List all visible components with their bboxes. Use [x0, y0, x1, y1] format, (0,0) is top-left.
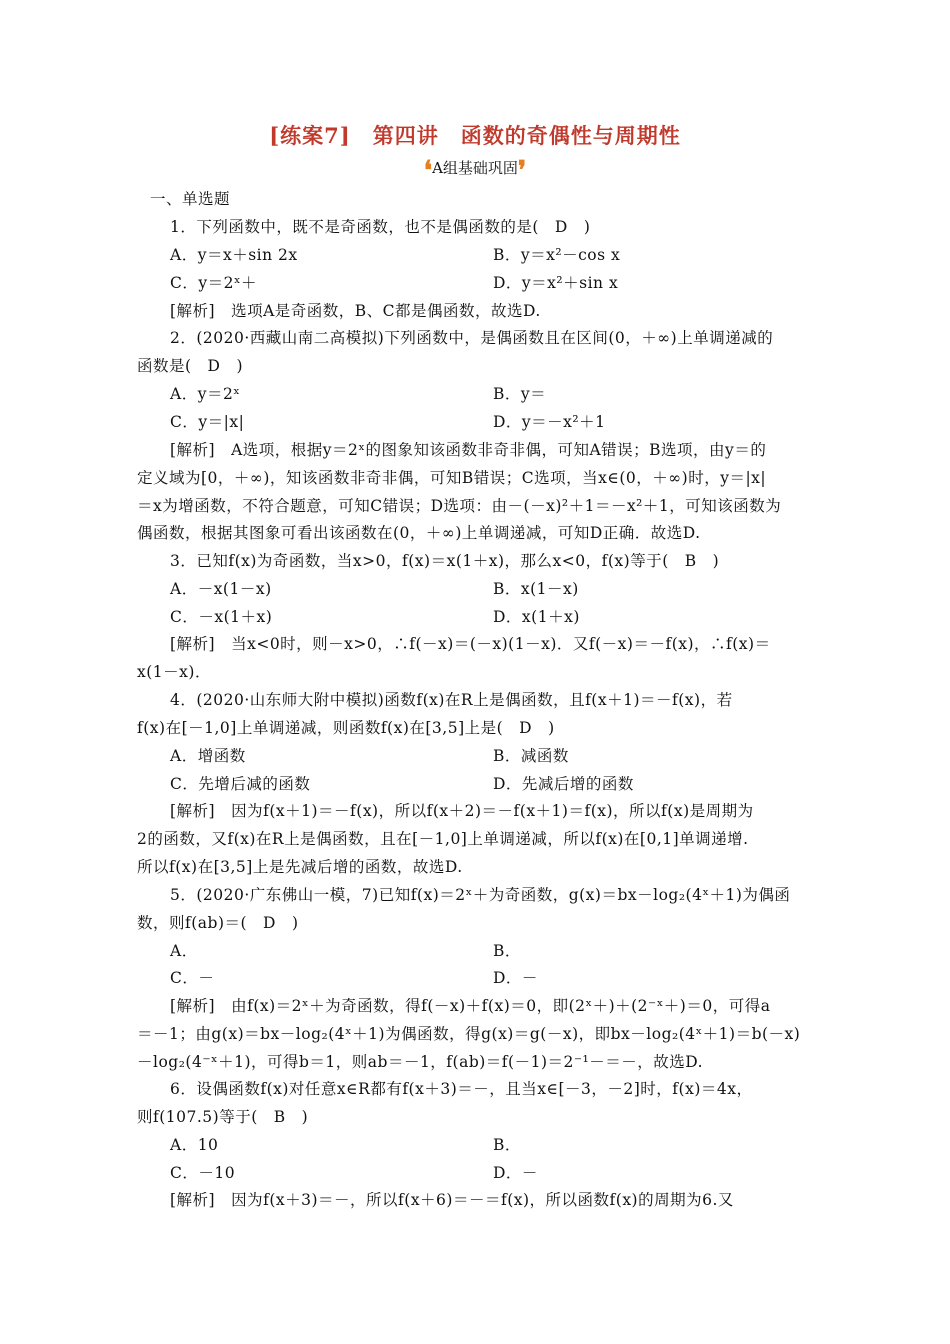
- page-title: [练案7] 第四讲 函数的奇偶性与周期性: [269, 123, 681, 148]
- analysis-cont: x(1－x)．: [137, 663, 211, 681]
- analysis: [解析] 因为f(x＋1)＝－f(x)，所以f(x＋2)＝－f(x＋1)＝f(x)，所以f(x)是周期为: [170, 802, 754, 820]
- option-d: D．－: [493, 969, 538, 987]
- question-4-cont: f(x)在[－1,0]上单调递减，则函数f(x)在[3,5]上是( D ): [137, 719, 555, 737]
- option-c: C．y＝|x|: [170, 413, 245, 431]
- option-c: C．－x(1＋x): [170, 608, 273, 626]
- analysis: [解析] 选项A是奇函数，B、C都是偶函数，故选D.: [170, 302, 541, 320]
- analysis-cont: 2的函数，又f(x)在R上是偶函数，且在[－1,0]上单调递减，所以f(x)在[0,1]单调递增.: [137, 830, 749, 848]
- question-5: 5．(2020·广东佛山一模，7)已知f(x)＝2ˣ＋为奇函数，g(x)＝bx－log₂(4ˣ＋1)为偶函: [170, 886, 791, 904]
- question-5-cont: 数，则f(ab)＝( D ): [137, 914, 299, 932]
- option-b: B．: [493, 942, 521, 960]
- analysis-cont: 所以f(x)在[3,5]上是先减后增的函数，故选D.: [137, 858, 463, 876]
- analysis-cont: ＝－1；由g(x)＝bx－log₂(4ˣ＋1)为偶函数，得g(x)＝g(－x)，即bx－log₂(4ˣ＋1)＝b(－x): [137, 1025, 801, 1043]
- option-d: D．－: [493, 1164, 538, 1182]
- option-a: A．10: [170, 1136, 219, 1154]
- analysis-cont: －log₂(4⁻ˣ＋1)，可得b＝1，则ab＝－1，f(ab)＝f(－1)＝2⁻¹－＝－，故选D.: [137, 1053, 704, 1071]
- option-b: B．x(1－x): [493, 580, 579, 598]
- option-b: B．: [493, 1136, 521, 1154]
- banner-label: A组基础巩固: [432, 159, 518, 177]
- option-d: D．y＝x²＋sin x: [493, 274, 619, 292]
- option-d: D．y＝－x²＋1: [493, 413, 606, 431]
- option-d: D．先减后增的函数: [493, 775, 634, 793]
- section-heading: 一、单选题: [150, 190, 231, 208]
- question-4: 4．(2020·山东师大附中模拟)函数f(x)在R上是偶函数，且f(x＋1)＝－f(x)，若: [170, 691, 733, 709]
- option-a: A．y＝2ˣ: [170, 385, 241, 403]
- analysis: [解析] 由f(x)＝2ˣ＋为奇函数，得f(－x)＋f(x)＝0，即(2ˣ＋)＋(2⁻ˣ＋)＝0，可得a: [170, 997, 771, 1015]
- question-1: 1．下列函数中，既不是奇函数，也不是偶函数的是( D ): [170, 218, 591, 236]
- option-d: D．x(1＋x): [493, 608, 580, 626]
- option-c: C．先增后减的函数: [170, 775, 311, 793]
- option-a: A．－x(1－x): [170, 580, 272, 598]
- option-c: C．－: [170, 969, 215, 987]
- option-c: C．－10: [170, 1164, 236, 1182]
- question-2-cont: 函数是( D ): [137, 357, 244, 375]
- question-3: 3．已知f(x)为奇函数，当x>0，f(x)＝x(1＋x)，那么x<0，f(x)等于( B ): [170, 552, 720, 570]
- analysis: [解析] A选项，根据y＝2ˣ的图象知该函数非奇非偶，可知A错误；B选项，由y＝的: [170, 441, 767, 459]
- analysis-cont: 定义域为[0，＋∞)，知该函数非奇非偶，可知B错误；C选项，当x∈(0，＋∞)时，y＝|x|: [137, 469, 767, 487]
- option-b: B．y＝x²－cos x: [493, 246, 621, 264]
- option-a: A．y＝x＋sin 2x: [170, 246, 298, 264]
- open-quote-icon: ❛: [423, 156, 433, 186]
- section-banner: [0, 157, 950, 184]
- option-a: A．增函数: [170, 747, 246, 765]
- question-2: 2．(2020·西藏山南二高模拟)下列函数中，是偶函数且在区间(0，＋∞)上单调递减的: [170, 329, 774, 347]
- analysis-cont: ＝x为增函数，不符合题意，可知C错误；D选项：由－(－x)²＋1＝－x²＋1，可知该函数为: [137, 497, 782, 515]
- option-b: B．y＝: [493, 385, 547, 403]
- option-b: B．减函数: [493, 747, 569, 765]
- analysis: [解析] 因为f(x＋3)＝－，所以f(x＋6)＝－＝f(x)，所以函数f(x)的周期为6.又: [170, 1191, 734, 1209]
- analysis-cont: 偶函数，根据其图象可看出该函数在(0，＋∞)上单调递减，可知D正确．故选D.: [137, 524, 701, 542]
- close-quote-icon: ❜: [517, 156, 527, 186]
- question-6-cont: 则f(107.5)等于( B ): [137, 1108, 309, 1126]
- question-6: 6．设偶函数f(x)对任意x∈R都有f(x＋3)＝－，且当x∈[－3，－2]时，f(x)＝4x，: [170, 1080, 753, 1098]
- analysis: [解析] 当x<0时，则－x>0，∴f(－x)＝(－x)(1－x)．又f(－x)＝－f(x)，∴f(x)＝: [170, 635, 771, 653]
- option-c: C．y＝2ˣ＋: [170, 274, 258, 292]
- option-a: A．: [170, 942, 198, 960]
